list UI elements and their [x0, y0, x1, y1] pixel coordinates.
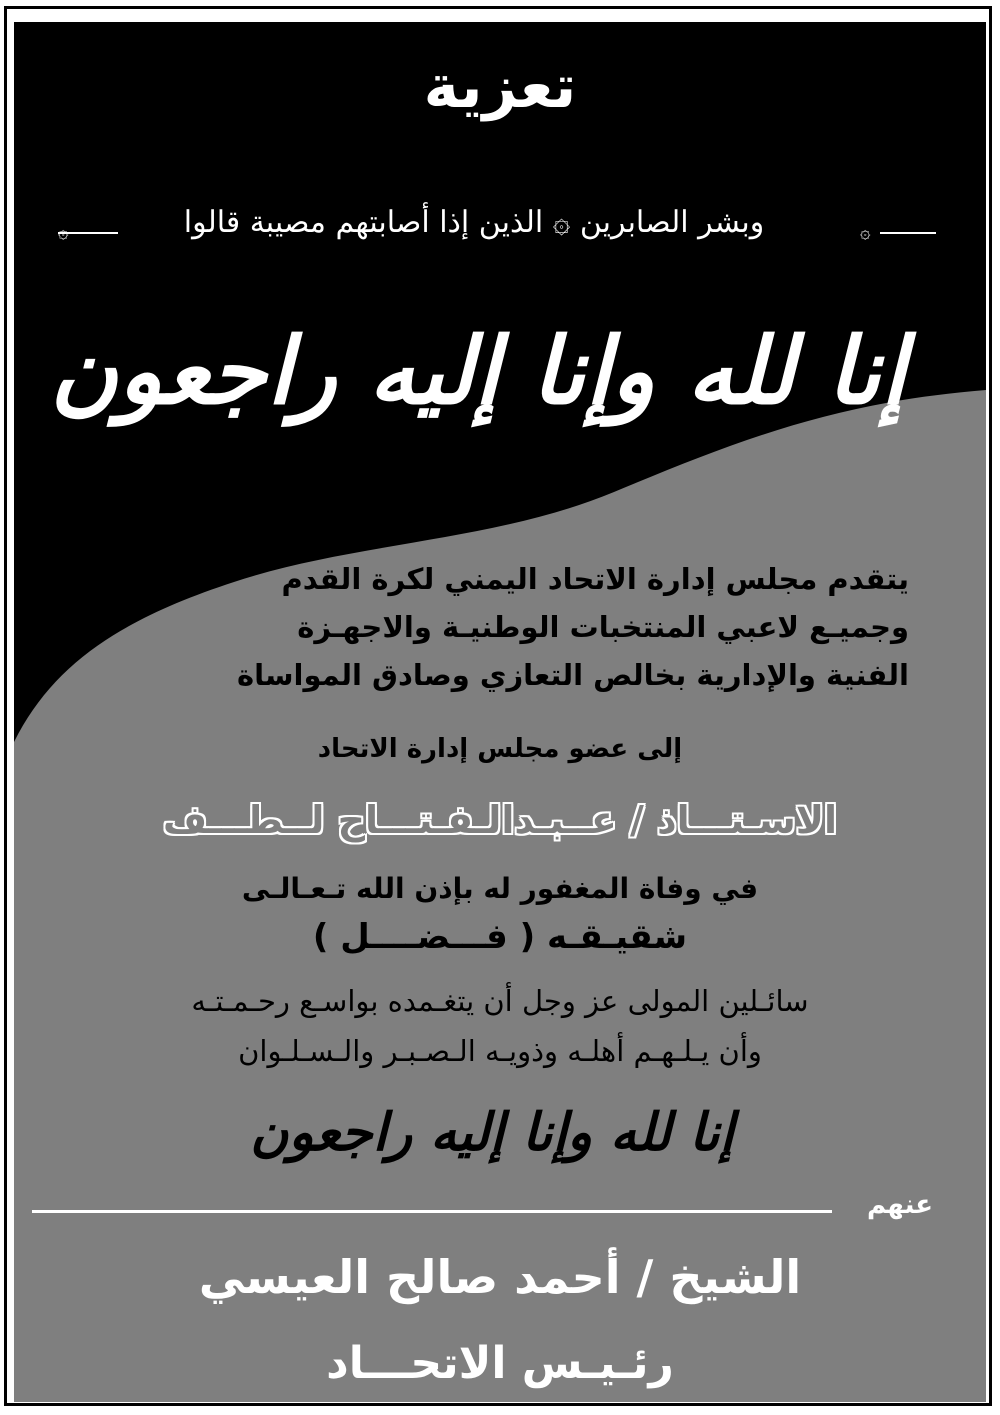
message-line-3: الفنية والإدارية بخالص التعازي وصادق المواساة: [237, 658, 909, 692]
prayer-line-2: وأن يـلـهـم أهلـه وذويـه الـصـبـر والـسـلـوان: [238, 1034, 762, 1068]
signatory-name: الشيخ / أحمد صالح العيسي: [198, 1250, 802, 1304]
ornament-line-right: [880, 232, 936, 234]
quran-verse: وبشر الصابرين ۞ الذين إذا أصابتهم مصيبة قالوا: [183, 205, 765, 240]
ornament-right-icon: ۞: [860, 222, 871, 243]
divider-line: [32, 1210, 832, 1213]
on-behalf-label: عنهم: [867, 1190, 933, 1220]
signatory-role: رئـيـس الاتحـــاد: [326, 1338, 674, 1389]
condolence-card: [14, 22, 986, 1402]
prayer-line-1: سائـلين المولى عز وجل أن يتغـمده بواسـع رحـمـتـه: [191, 984, 809, 1018]
ornament-left-icon: ۞: [58, 222, 69, 243]
page-title: تعزية: [423, 52, 577, 122]
calligraphy-small: إنا لله وإنا إليه راجعون: [250, 1102, 734, 1163]
message-line-2: وجميـع لاعبي المنتخبات الوطنيـة والاجهـزة: [297, 610, 909, 644]
recipient-role: إلى عضو مجلس إدارة الاتحاد: [317, 734, 683, 764]
calligraphy-main: إنا لله وإنا إليه راجعون: [50, 317, 906, 425]
deceased-name: شقيـقـه ( فـــضــــل ): [312, 917, 688, 957]
recipient-name: الاسـتـــاذ / عــبـدالـفـتـــاح لــطـــف: [162, 798, 838, 842]
death-notice: في وفاة المغفور له بإذن الله تـعـالـى: [241, 872, 759, 905]
message-line-1: يتقدم مجلس إدارة الاتحاد اليمني لكرة القدم: [281, 562, 909, 596]
